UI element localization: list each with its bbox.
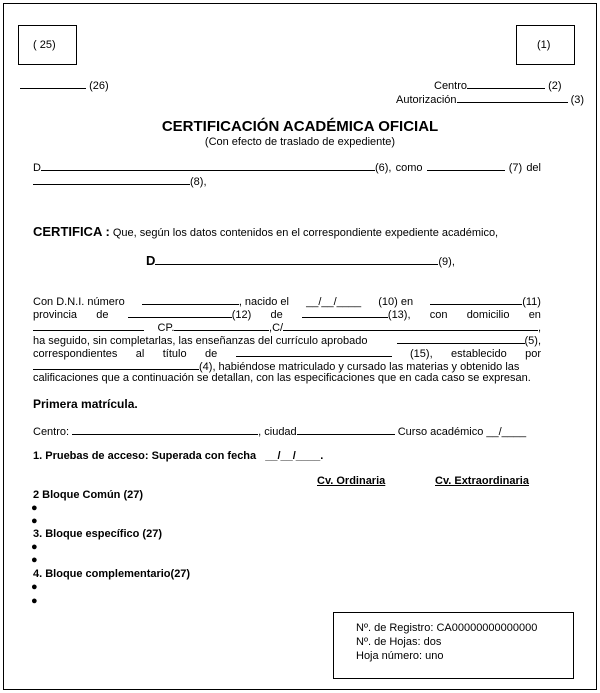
intro-ref7: (7)	[508, 162, 523, 174]
body-l3-a: CP.	[157, 322, 175, 334]
bullet-icon: ●	[31, 554, 38, 566]
certifica-label: CERTIFICA :	[33, 224, 110, 239]
body-l4-b: (5),	[524, 335, 541, 347]
pruebas-date[interactable]: __/__/____.	[265, 450, 324, 462]
matricula-ciudad-blank[interactable]	[297, 424, 395, 435]
province-blank[interactable]	[128, 307, 232, 318]
body-l1-b: , nacido el	[238, 296, 289, 308]
centro-label: Centro	[434, 80, 468, 92]
como-blank[interactable]	[427, 160, 505, 171]
body-l2-e: (13),	[387, 309, 411, 321]
body-l3-c: ,	[537, 322, 541, 334]
body-l2-c: (12)	[231, 309, 252, 321]
body-line-5	[33, 346, 541, 360]
matricula-heading: Primera matrícula.	[33, 397, 138, 411]
certifica-text: Que, según los datos contenidos en el correspondiente expediente académico,	[112, 227, 499, 239]
certifica-name-line	[146, 253, 455, 268]
body-l5-a: correspondientes	[33, 348, 118, 360]
certifica-ref9: (9),	[438, 256, 455, 268]
cp-blank[interactable]	[174, 320, 269, 331]
intro-ref6: (6),	[374, 162, 392, 174]
centro-field	[434, 78, 562, 92]
autorizacion-blank[interactable]	[457, 92, 568, 103]
matricula-centro-line	[33, 424, 526, 438]
matricula-ciudad-label: , ciudad	[258, 426, 297, 438]
field-4-blank[interactable]	[33, 359, 199, 370]
body-l5-f: establecido	[451, 348, 507, 360]
matricula-centro-blank[interactable]	[72, 424, 258, 435]
column-extraordinaria: Cv. Extraordinaria	[435, 475, 529, 487]
body-line-7	[33, 372, 541, 384]
body-l5-e: (15),	[410, 348, 433, 360]
box-field-25-label: ( 25)	[33, 39, 56, 51]
autorizacion-label: Autorización	[396, 94, 457, 106]
curriculum-blank[interactable]	[397, 333, 525, 344]
body-l7: calificaciones que a continuación se detallan, con las especificaciones que en cada caso se expresan.	[33, 372, 531, 384]
bloque-complementario: 4. Bloque complementario(27)	[33, 568, 191, 580]
registro-hojas: Nº. de Hojas: dos	[356, 636, 442, 648]
body-l2-g: domicilio	[466, 309, 510, 321]
body-l2-h: en	[528, 309, 541, 321]
body-line-4	[33, 333, 541, 347]
box-field-1	[516, 25, 575, 65]
body-line-1	[33, 294, 541, 308]
body-line-6	[33, 359, 541, 373]
body-l6-a: (4), habiéndose matriculado y cursado las materias y obtenido las	[199, 361, 520, 373]
field-13-blank[interactable]	[302, 307, 388, 318]
body-l1-d: (11)	[522, 296, 541, 308]
dni-blank[interactable]	[142, 294, 239, 305]
bullet-icon: ●	[31, 541, 38, 553]
certifica-name-blank[interactable]	[155, 254, 438, 265]
body-l1-c: (10) en	[378, 296, 414, 308]
intro-ref8: (8),	[190, 176, 207, 188]
document-subtitle: (Con efecto de traslado de expediente)	[204, 136, 396, 148]
intro-line-2	[33, 174, 541, 188]
registro-box	[333, 612, 574, 679]
column-ordinaria: Cv. Ordinaria	[317, 475, 386, 487]
box-field-25	[18, 25, 77, 65]
body-l5-g: por	[525, 348, 541, 360]
body-line-2	[33, 307, 541, 321]
title-blank[interactable]	[236, 346, 392, 357]
intro-del: del	[526, 162, 541, 174]
bloque-comun: 2 Bloque Común (27)	[33, 489, 144, 501]
field-8-blank[interactable]	[33, 174, 190, 185]
matricula-curso-label: Curso académico	[397, 426, 484, 438]
street-blank[interactable]	[283, 320, 538, 331]
certifica-d-prefix: D	[146, 253, 156, 268]
pruebas-label: 1. Pruebas de acceso: Superada con fecha	[33, 450, 257, 462]
field-26-ref: (26)	[89, 80, 109, 92]
document-title: CERTIFICACIÓN ACADÉMICA OFICIAL	[161, 118, 439, 135]
centro-ref: (2)	[548, 80, 562, 92]
pruebas-line	[33, 450, 323, 462]
body-l5-d: de	[204, 348, 218, 360]
matricula-curso-value[interactable]: __/____	[486, 426, 527, 438]
matricula-centro-label: Centro:	[33, 426, 70, 438]
body-l3-b: ,C/	[269, 322, 284, 334]
body-l5-b: al	[135, 348, 145, 360]
registro-number: Nº. de Registro: CA00000000000000	[356, 622, 538, 634]
name-blank[interactable]	[41, 160, 375, 171]
body-l2-d: de	[270, 309, 283, 321]
box-field-1-label: (1)	[537, 39, 551, 51]
bullet-icon: ●	[31, 515, 38, 527]
body-line-3	[33, 320, 541, 334]
body-l2-f: con	[429, 309, 448, 321]
bullet-icon: ●	[31, 502, 38, 514]
body-l2-b: de	[96, 309, 109, 321]
birthplace-blank[interactable]	[430, 294, 522, 305]
body-l5-c: título	[162, 348, 187, 360]
domicile-blank[interactable]	[33, 320, 144, 331]
body-l4-a: ha seguido, sin completarlas, las enseñanzas del currículo aprobado	[33, 335, 368, 347]
certifica-line	[33, 224, 498, 239]
field-26	[20, 78, 109, 92]
intro-como: como	[395, 162, 423, 174]
bloque-especifico: 3. Bloque específico (27)	[33, 528, 162, 540]
body-l2-a: provincia	[33, 309, 78, 321]
intro-line-1	[33, 160, 541, 174]
centro-blank[interactable]	[467, 78, 545, 89]
field-26-blank[interactable]	[20, 78, 86, 89]
autorizacion-field	[396, 92, 584, 106]
bullet-icon: ●	[31, 595, 38, 607]
autorizacion-ref: (3)	[570, 94, 585, 106]
intro-d-prefix: D	[33, 162, 41, 174]
bullet-icon: ●	[31, 581, 38, 593]
birth-date[interactable]: __/__/____	[306, 296, 362, 308]
body-l1-a: Con D.N.I. número	[33, 296, 125, 308]
registro-hoja-numero: Hoja número: uno	[356, 650, 444, 662]
